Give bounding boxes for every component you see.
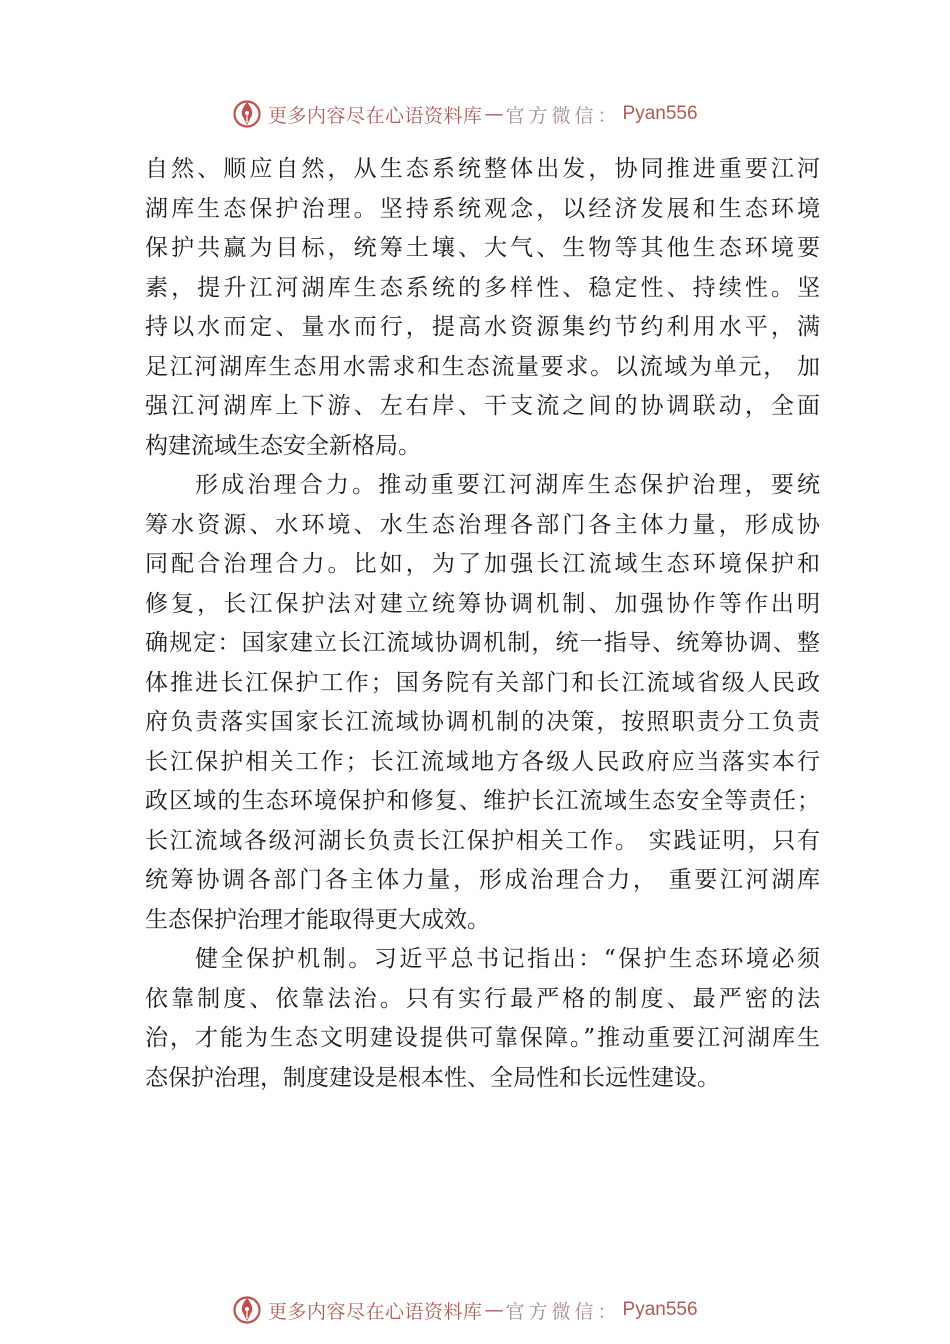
text-line: 长江流域各级河湖长负责长江保护相关工作。 实践证明，只有	[145, 827, 820, 854]
footer-banner	[232, 1293, 698, 1327]
text-line: 形成治理合力。推动重要江河湖库生态保护治理，要统	[195, 472, 820, 498]
text-line: 依靠制度、依靠法治。只有实行最严格的制度、最严密的法	[145, 985, 820, 1012]
text-line: 健全保护机制。习近平总书记指出：“保护生态环境必须	[195, 946, 820, 972]
text-line: 素，提升江河湖库生态系统的多样性、稳定性、持续性。坚	[145, 274, 820, 301]
text-line: 强江河湖库上下游、左右岸、干支流之间的协调联动，全面	[145, 393, 820, 419]
text-line: 政区域的生态环境保护和修复、维护长江流域生态安全等责任；	[145, 788, 820, 814]
pen-nib-logo-icon	[232, 1295, 262, 1325]
text-line: 同配合治理合力。比如，为了加强长江流域生态环境保护和	[145, 551, 820, 577]
paragraph-1	[145, 150, 820, 466]
banner-separator: —	[484, 103, 504, 125]
banner-wechat-label: 官方微信：	[505, 1300, 621, 1323]
banner-text: 更多内容尽在心语资料库	[268, 104, 483, 127]
banner-wechat-id: Pyan556	[622, 1299, 698, 1320]
banner-wechat-id: Pyan556	[622, 103, 698, 124]
paragraph-2	[145, 466, 820, 940]
text-line: 体推进长江保护工作；国务院有关部门和长江流域省级人民政	[145, 669, 820, 696]
banner-wechat-label: 官方微信：	[505, 104, 621, 127]
text-line: 统筹协调各部门各主体力量，形成治理合力， 重要江河湖库	[145, 867, 820, 893]
text-line: 长江保护相关工作；长江流域地方各级人民政府应当落实本行	[145, 748, 820, 775]
paragraph-3	[145, 940, 820, 1098]
pen-nib-logo-icon	[232, 99, 262, 129]
text-line: 治，才能为生态文明建设提供可靠保障。”推动重要江河湖库生	[145, 1025, 820, 1051]
text-line: 修复，长江保护法对建立统筹协调机制、加强协作等作出明	[145, 590, 820, 617]
document-body	[145, 150, 820, 1098]
banner-separator: —	[484, 1299, 504, 1321]
text-line: 府负责落实国家长江流域协调机制的决策，按照职责分工负责	[145, 709, 820, 735]
banner-text: 更多内容尽在心语资料库	[268, 1300, 483, 1323]
text-line: 持以水而定、量水而行，提高水资源集约节约利用水平，满	[145, 314, 820, 340]
text-line: 筹水资源、水环境、水生态治理各部门各主体力量，形成协	[145, 511, 820, 538]
text-line: 保护共赢为目标，统筹土壤、大气、生物等其他生态环境要	[145, 235, 820, 261]
text-line: 构建流域生态安全新格局。	[145, 432, 421, 459]
text-line: 生态保护治理才能取得更大成效。	[145, 906, 490, 933]
text-line: 态保护治理，制度建设是根本性、全局性和长远性建设。	[145, 1064, 720, 1091]
text-line: 确规定：国家建立长江流域协调机制，统一指导、统筹协调、整	[145, 630, 820, 656]
text-line: 足江河湖库生态用水需求和生态流量要求。以流域为单元， 加	[145, 353, 820, 380]
text-line: 自然、顺应自然，从生态系统整体出发，协同推进重要江河	[145, 156, 820, 182]
header-banner	[232, 97, 698, 131]
text-line: 湖库生态保护治理。坚持系统观念，以经济发展和生态环境	[145, 195, 820, 222]
